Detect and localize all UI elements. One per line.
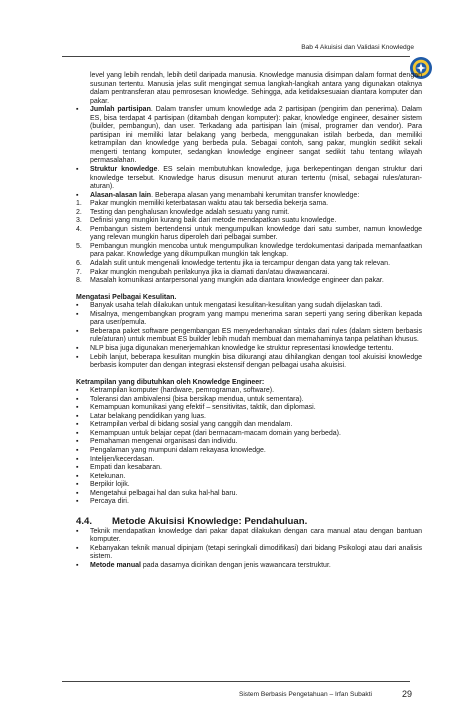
continuation-paragraph: level yang lebih rendah, lebih detil daripada manusia. Knowledge manusia disimpan dalam format dengan susunan tertentu. Manusia jelas sulit mengingat semua langkah-langkah antara yang digunakan otaknya dalam pentransferan atau pemrosesan knowledge. Sehingga, ada ketidaksesuaian diantara komputer dan pakar. xyxy=(90,72,422,105)
numbered-item: 4. Pembangun sistem bertendensi untuk mengumpulkan knowledge dari satu sumber, namun knowledge yang relevan mungkin harus diperoleh dari pelbagai sumber. xyxy=(76,225,422,242)
list-item: ▪ Ketrampilan komputer (hardware, pemrograman, software). xyxy=(76,387,275,395)
list-item: ▪ NLP bisa juga digunakan menerjemahkan knowledge ke struktur representasi knowledge tertentu. xyxy=(76,344,394,352)
list-item: ▪ Intelijen/kecerdasan. xyxy=(76,455,155,463)
bullet-participants xyxy=(76,106,422,166)
list-item: ▪ Percaya diri. xyxy=(76,498,129,506)
list-item: ▪ Misalnya, mengembangkan program yang mampu menerima saran seperti yang sering diberikan kepada para user/pemula. xyxy=(76,310,422,327)
term: Struktur knowledge xyxy=(90,166,158,174)
bullet-marker: ▪ xyxy=(76,438,79,446)
bullet-text: . Dalam transfer umum knowledge ada 2 partisipan (pengirim dan penerima). Dalam ES, bisa terdapat 4 partisipan (ditambah dengan komputer): pakar, knowledge engineer, desainer sistem (builder, pembangun), dan user. Terkadang ada partisipan lain (misal, programer dan vendor). Para partisipan ini memiliki latar belakang yang berbeda, menggunakan istilah berbeda, dan memiliki ketrampilan dan knowledge yang berbeda pula. Sebagai contoh, sang pakar, mungkin sedikit sekali mengerti tentang komputer, sedangkan knowledge engineer sangat sedikit tahu tentang wilayah permasalahan. xyxy=(90,106,422,165)
term: Jumlah partisipan xyxy=(90,106,151,114)
term: Metode manual xyxy=(90,561,141,569)
bullet-marker: ▪ xyxy=(76,544,79,552)
skills-heading: Ketrampilan yang dibutuhkan oleh Knowledge Engineer: xyxy=(76,378,265,386)
section-title: Metode Akuisisi Knowledge: Pendahuluan. xyxy=(112,515,308,527)
list-item: ▪ Lebih lanjut, beberapa kesulitan mungkin bisa dikurangi atau dihilangkan dengan tool akuisisi knowledge berbasis komputer dan dengan integrasi ekstensif dengan pelbagai usaha akuisisi. xyxy=(76,353,422,370)
bullet-marker: ▪ xyxy=(76,387,79,395)
bullet-marker: ▪ xyxy=(76,455,79,463)
bullet-marker: ▪ xyxy=(76,353,79,361)
numbered-item: 8. Masalah komunikasi antarpersonal yang mungkin ada diantara knowledge engineer dan pakar. xyxy=(76,277,384,285)
difficulties-heading: Mengatasi Pelbagai Kesulitan. xyxy=(76,293,177,301)
numbered-item: 7. Pakar mungkin mengubah perilakunya jika ia diamati dan/atau diwawancarai. xyxy=(76,268,330,276)
numbered-item: 1. Pakar mungkin memiliki keterbatasan waktu atau tak bersedia bekerja sama. xyxy=(76,200,329,208)
bullet-structure xyxy=(76,166,422,192)
list-item: ▪ Mengetahui pelbagai hal dan suka hal-hal baru. xyxy=(76,489,238,497)
bullet-marker: ▪ xyxy=(76,472,79,480)
bullet-marker: ▪ xyxy=(76,561,79,569)
list-item: ▪ Berpikir lojik. xyxy=(76,481,130,489)
list-item: ▪ Teknik mendapatkan knowledge dari pakar dapat dilakukan dengan cara manual atau dengan bantuan komputer. xyxy=(76,527,422,544)
list-item: ▪ Ketrampilan verbal di bidang sosial yang canggih dan mendalam. xyxy=(76,421,293,429)
bullet-marker: ▪ xyxy=(76,395,79,403)
bullet-marker: ▪ xyxy=(76,489,79,497)
list-item: ▪ Beberapa paket software pengembangan ES menyederhanakan sintaks dari rules (dalam sistem berbasis rule/aturan) untuk membuat ES builder lebih mudah membuat dan memahaminya tanpa pelatihan khusus. xyxy=(76,327,422,344)
numbered-item: 3. Definisi yang mungkin kurang baik dari metode mendapatkan suatu knowledge. xyxy=(76,217,337,225)
term: Alasan-alasan lain xyxy=(90,191,152,199)
bullet-marker: ▪ xyxy=(76,310,79,318)
running-header: Bab 4 Akuisisi dan Validasi Knowledge xyxy=(301,44,414,51)
page-number: 29 xyxy=(401,689,412,699)
list-item: ▪ Ketekunan. xyxy=(76,472,126,480)
list-item: ▪ Pemahaman mengenai organisasi dan individu. xyxy=(76,438,238,446)
bullet-text: . ES selain membutuhkan knowledge, juga berkepentingan dengan struktur dari knowledge tersebut. Knowledge harus disusun menurut aturan tertentu (misal, sebagai rules/aturan-aturan). xyxy=(90,166,422,191)
bullet-marker: ▪ xyxy=(76,498,79,506)
section-number: 4.4. xyxy=(76,515,93,527)
bullet-marker: ▪ xyxy=(76,527,79,535)
bullet-marker: ▪ xyxy=(76,481,79,489)
footer-rule xyxy=(62,681,410,682)
header-rule xyxy=(62,56,410,57)
numbered-item: 6. Adalah sulit untuk mengenali knowledge tertentu jika ia tercampur dengan data yang tak relevan. xyxy=(76,260,391,268)
numbered-item: 5. Pembangun mungkin mencoba untuk mengumpulkan knowledge terdokumentasi daripada memanfaatkan para pakar. Knowledge yang dikumpulkan mungkin tak lengkap. xyxy=(76,242,422,259)
bullet-marker: ▪ xyxy=(76,106,79,114)
list-item: ▪ Kemampuan komunikasi yang efektif – sensitivitas, taktik, dan diplomasi. xyxy=(76,404,316,412)
bullet-marker: ▪ xyxy=(76,166,79,174)
numbered-item: 2. Testing dan penghalusan knowledge adalah sesuatu yang rumit. xyxy=(76,208,290,216)
bullet-marker: ▪ xyxy=(76,421,79,429)
bullet-marker: ▪ xyxy=(76,464,79,472)
bullet-text: . Beberapa alasan yang menambahi kerumitan transfer knowledge: xyxy=(151,191,360,199)
body-text xyxy=(76,72,422,571)
list-item: ▪ Pengalaman yang mumpuni dalam rekayasa knowledge. xyxy=(76,446,266,454)
list-item: ▪ Toleransi dan ambivalensi (bisa bersikap mendua, untuk sementara). xyxy=(76,395,304,403)
bullet-marker: ▪ xyxy=(76,429,79,437)
section-heading xyxy=(76,515,422,528)
footer-text: Sistem Berbasis Pengetahuan – Irfan Subakti xyxy=(238,691,372,698)
bullet-marker: ▪ xyxy=(76,412,79,420)
bullet-other-reasons xyxy=(76,192,422,201)
bullet-marker: ▪ xyxy=(76,446,79,454)
list-item: ▪ Banyak usaha telah dilakukan untuk mengatasi kesulitan-kesulitan yang sudah dijelaskan tadi. xyxy=(76,302,383,310)
list-item: ▪ Latar belakang pendidikan yang luas. xyxy=(76,412,206,420)
bullet-marker: ▪ xyxy=(76,344,79,352)
bullet-marker: ▪ xyxy=(76,191,79,199)
list-item: ▪ Metode manual pada dasarnya dicirikan dengan jenis wawancara terstruktur. xyxy=(76,561,331,569)
list-item: ▪ Empati dan kesabaran. xyxy=(76,464,162,472)
list-item: ▪ Kebanyakan teknik manual dipinjam (tetapi seringkali dimodifikasi) dari bidang Psikologi atau dari analisis sistem. xyxy=(76,544,422,561)
bullet-marker: ▪ xyxy=(76,404,79,412)
bullet-marker: ▪ xyxy=(76,327,79,335)
list-item: ▪ Kemampuan untuk belajar cepat (dari bermacam-macam domain yang berbeda). xyxy=(76,429,341,437)
bullet-marker: ▪ xyxy=(76,302,79,310)
